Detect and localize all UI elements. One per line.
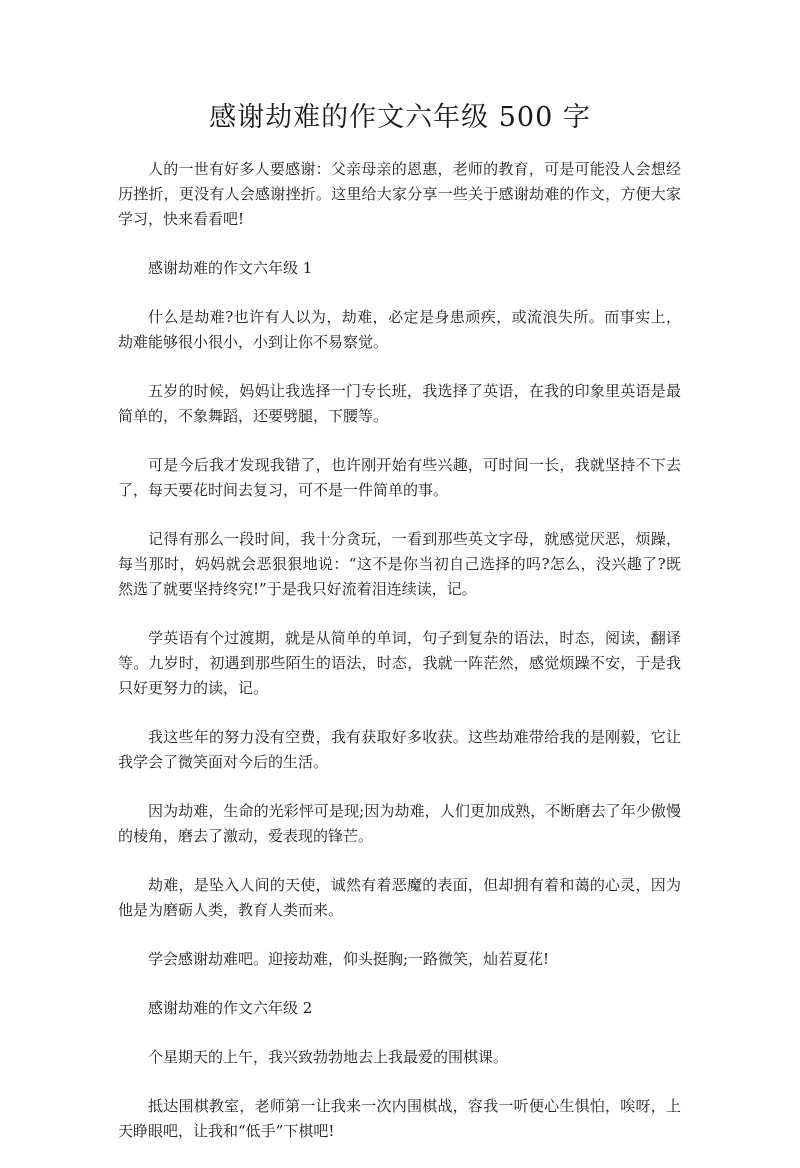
section-heading-1: 感谢劫难的作文六年级 1 <box>148 259 313 277</box>
body-paragraph: 五岁的时候，妈妈让我选择一门专长班，我选择了英语，在我的印象里英语是最简单的，不象舞蹈，还要劈腿，下腰等。 <box>118 382 681 425</box>
body-paragraph: 记得有那么一段时间，我十分贪玩，一看到那些英文字母，就感觉厌恶，烦躁，每当那时，妈妈就会恶狠狠地说：“这不是你当初自己选择的吗?怎么，没兴趣了?既然选了就要坚持终究!”于是我只好流着泪连续读，记。 <box>118 530 681 598</box>
body-paragraph: 我这些年的努力没有空费，我有获取好多收获。这些劫难带给我的是刚毅，它让我学会了微笑面对今后的生活。 <box>118 728 681 771</box>
body-paragraph: 什么是劫难?也许有人以为，劫难，必定是身患顽疾，或流浪失所。而事实上，劫难能够很小很小，小到让你不易察觉。 <box>118 308 681 351</box>
body-paragraph: 可是今后我才发现我错了，也许刚开始有些兴趣，可时间一长，我就坚持不下去了，每天要花时间去复习，可不是一件简单的事。 <box>118 456 681 499</box>
body-paragraph: 劫难，是坠入人间的天使，诚然有着恶魔的表面，但却拥有着和蔼的心灵，因为他是为磨砺人类，教育人类而来。 <box>118 876 681 919</box>
section-heading-2: 感谢劫难的作文六年级 2 <box>148 999 313 1017</box>
body-paragraph: 抵达围棋教室，老师第一让我来一次内围棋战，容我一听便心生惧怕，唉呀，上天睁眼吧，让我和“低手”下棋吧! <box>118 1097 681 1140</box>
body-paragraph: 学会感谢劫难吧。迎接劫难，仰头挺胸;一路微笑，灿若夏花! <box>148 950 550 968</box>
body-paragraph: 学英语有个过渡期，就是从简单的单词，句子到复杂的语法，时态，阅读，翻译等。九岁时，初遇到那些陌生的语法，时态，我就一阵茫然，感觉烦躁不安，于是我只好更努力的读，记。 <box>118 629 681 697</box>
body-paragraph: 个星期天的上午，我兴致勃勃地去上我最爱的围棋课。 <box>148 1048 509 1066</box>
intro-paragraph: 人的一世有好多人要感谢：父亲母亲的恩惠，老师的教育，可是可能没人会想经历挫折，更没有人会感谢挫折。这里给大家分享一些关于感谢劫难的作文，方便大家学习，快来看看吧! <box>118 160 681 228</box>
document-body <box>118 157 681 1168</box>
body-paragraph: 因为劫难，生命的光彩怦可是现;因为劫难，人们更加成熟，不断磨去了年少傲慢的棱角，磨去了激动，爱表现的锋芒。 <box>118 802 681 845</box>
document-title: 感谢劫难的作文六年级 500 字 <box>209 102 591 133</box>
